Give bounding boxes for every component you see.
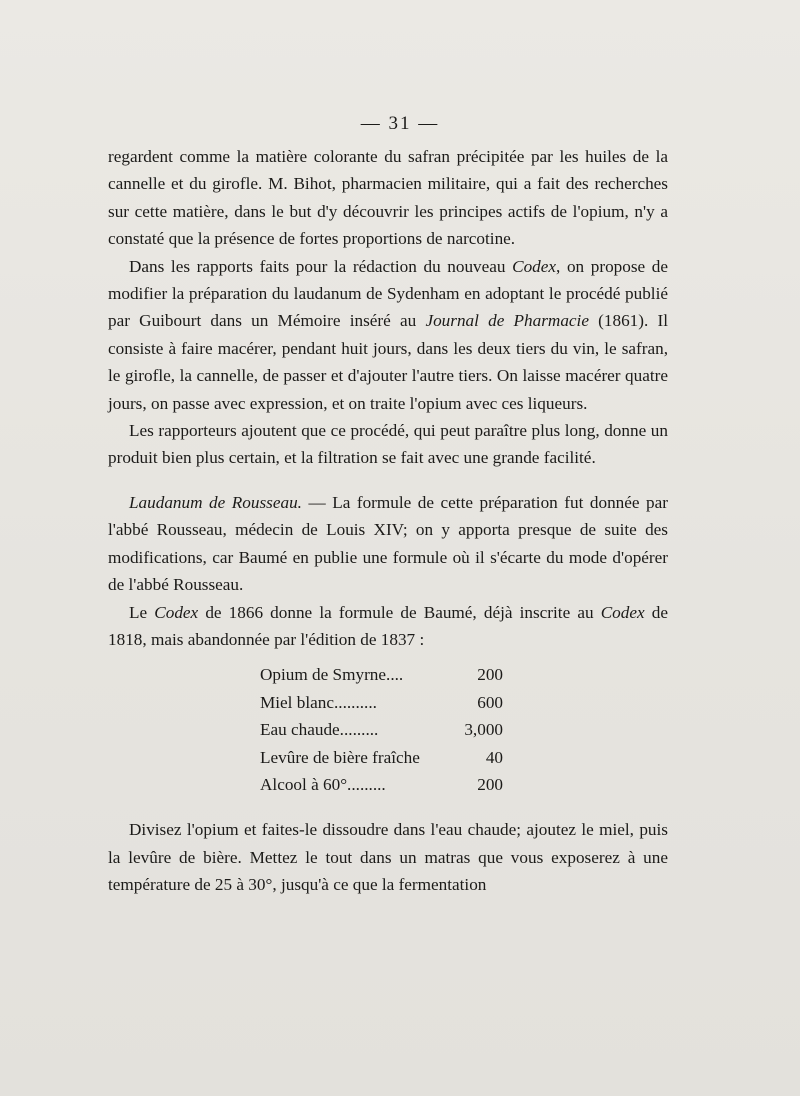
recipe-row bbox=[260, 744, 505, 771]
codex-title: Codex bbox=[154, 602, 199, 622]
recipe-table bbox=[260, 661, 505, 798]
paragraph-1: regardent comme la matière colorante du safran précipitée par les huiles de la cannelle et du girofle. M. Bihot, pharmacien militaire, qui a fait des recherches sur cette matière, dans le but d'y découvrir les principes actifs de l'opium, n'y a constaté que la présence de fortes proportions de narcotine. bbox=[108, 147, 668, 249]
paragraph-2-text-after: (1861). Il consiste à faire macérer, pendant huit jours, dans les deux tiers du vin, le safran, le girofle, la cannelle, de passer et d'ajouter l'autre tiers. On laisse macérer quatre jours, on passe avec expression, et on traite l'opium avec ces liqueurs. bbox=[108, 311, 669, 413]
paragraph-2-text-middle: , on propose de modifier la préparation du laudanum de Sydenham en adoptant le procédé publié par Guibourt dans un Mémoire inséré au bbox=[108, 256, 669, 331]
body-text bbox=[108, 143, 668, 899]
codex-title: Codex bbox=[600, 602, 645, 622]
recipe-ingredient: Eau chaude......... bbox=[260, 720, 379, 740]
page-number: — 31 — bbox=[360, 113, 440, 134]
recipe-row bbox=[260, 771, 505, 798]
recipe-quantity: 3,000 bbox=[464, 720, 503, 740]
recipe-ingredient: Miel blanc.......... bbox=[260, 692, 377, 712]
paragraph-4 bbox=[108, 489, 668, 599]
section-heading-laudanum-rousseau: Laudanum de Rousseau. bbox=[129, 492, 302, 512]
paragraph-2 bbox=[108, 253, 668, 417]
recipe-quantity: 600 bbox=[477, 692, 503, 712]
recipe-row bbox=[260, 689, 505, 716]
paragraph-5-text-middle: de 1866 donne la formule de Baumé, déjà inscrite au bbox=[198, 602, 601, 622]
paragraph-6: Divisez l'opium et faites-le dissoudre dans l'eau chaude; ajoutez le miel, puis la levûre de bière. Mettez le tout dans un matras que vous exposerez à une température de 25 à 30°, jusqu'à ce que la fermentation bbox=[108, 820, 668, 895]
paragraph-5-text-after: de 1818, mais abandonnée par l'édition de 1837 : bbox=[108, 602, 668, 649]
recipe-quantity: 200 bbox=[477, 774, 503, 794]
recipe-ingredient: Levûre de bière fraîche bbox=[260, 747, 420, 767]
recipe-quantity: 40 bbox=[485, 747, 503, 767]
paragraph-5 bbox=[108, 599, 668, 654]
recipe-row bbox=[260, 716, 505, 743]
paragraph-4-text: — La formule de cette préparation fut donnée par l'abbé Rousseau, médecin de Louis XIV; on y apporta presque de suite des modifications, car Baumé en publie une formule où il s'écarte du mode d'opérer de l'abbé Rousseau. bbox=[108, 492, 668, 595]
paragraph-5-text-before: Le bbox=[129, 602, 155, 622]
paragraph-2-text-before: Dans les rapports faits pour la rédaction du nouveau bbox=[129, 256, 513, 276]
codex-title: Codex bbox=[512, 256, 557, 276]
recipe-ingredient: Alcool à 60°......... bbox=[260, 774, 386, 794]
journal-title: Journal de Pharmacie bbox=[425, 311, 589, 331]
recipe-ingredient: Opium de Smyrne.... bbox=[260, 665, 404, 685]
recipe-row bbox=[260, 661, 505, 688]
recipe-quantity: 200 bbox=[477, 665, 503, 685]
paragraph-3: Les rapporteurs ajoutent que ce procédé, qui peut paraître plus long, donne un produit bien plus certain, et la filtration se fait avec une grande facilité. bbox=[108, 421, 668, 468]
